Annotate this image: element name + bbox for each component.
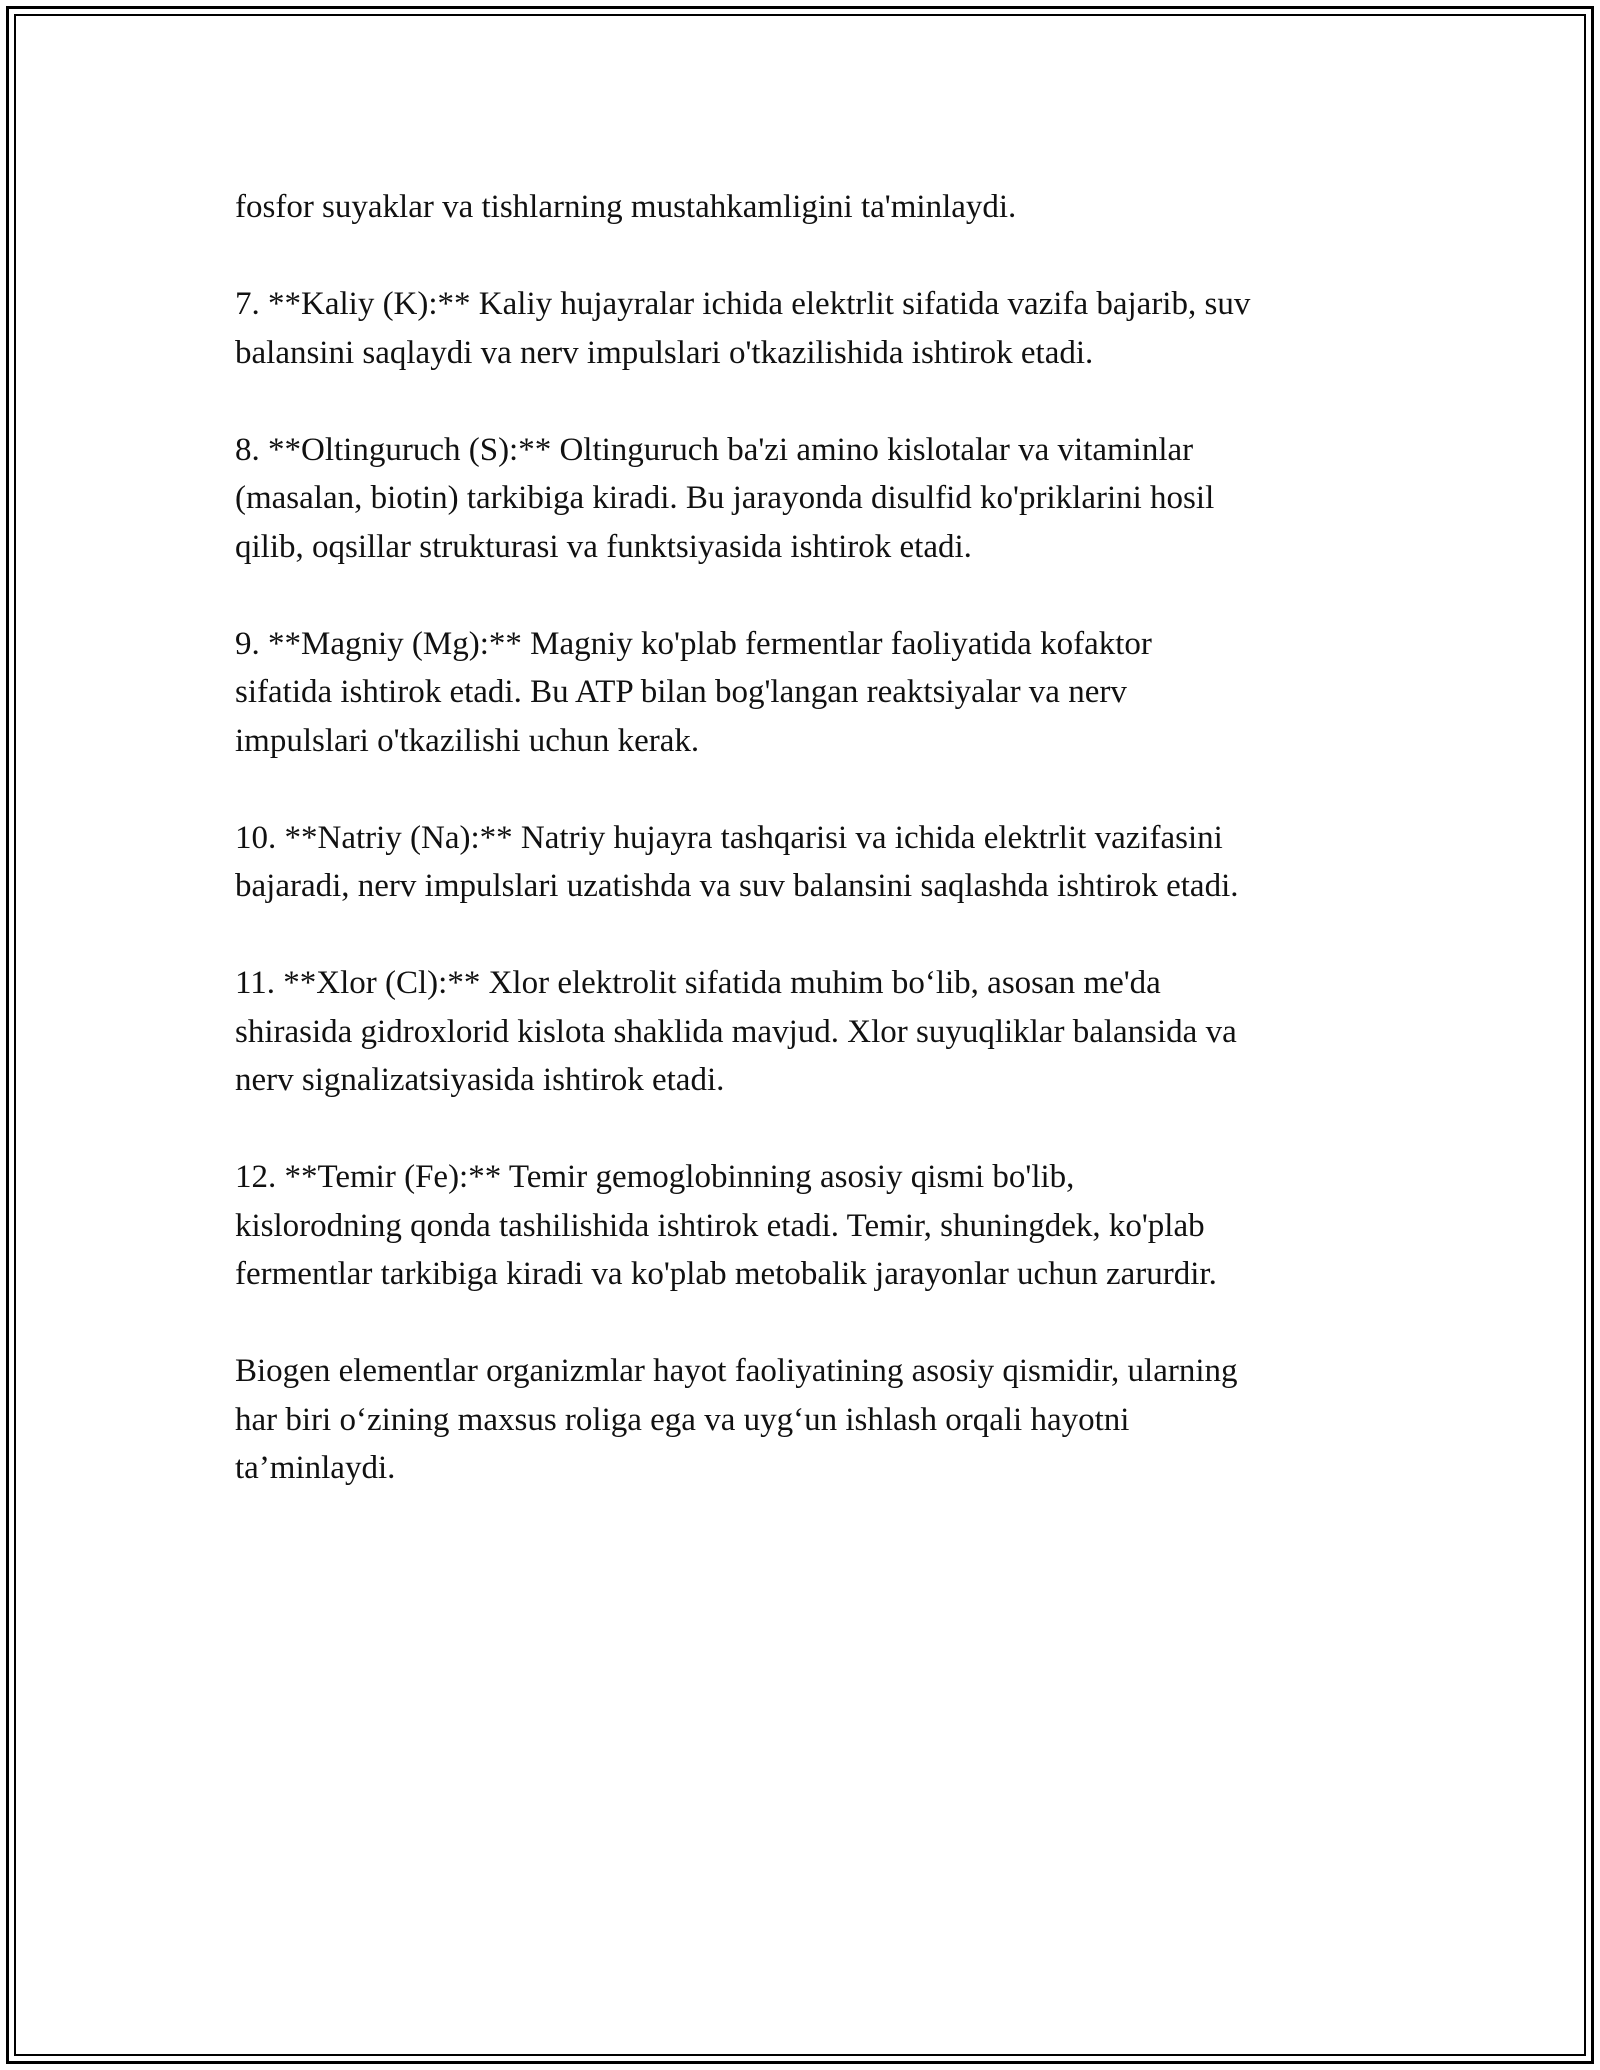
text-line: 10. **Natriy (Na):** Natriy hujayra tashqarisi va ichida elektrlit vazifasini [235, 819, 1223, 856]
text-line: shirasida gidroxlorid kislota shaklida mavjud. Xlor suyuqliklar balansida va [235, 1013, 1237, 1050]
text-line: bajaradi, nerv impulslari uzatishda va suv balansini saqlashda ishtirok etadi. [235, 868, 1239, 904]
paragraph-magnesium [235, 620, 1375, 766]
text-line: ta’minlaydi. [235, 1450, 396, 1486]
text-line: har biri o‘zining maxsus roliga ega va uyg‘un ishlash orqali hayotni [235, 1401, 1130, 1438]
text-line: impulslari o'tkazilishi uchun kerak. [235, 722, 700, 759]
paragraph-conclusion [235, 1347, 1375, 1493]
text-line: balansini saqlaydi va nerv impulslari o'tkazilishida ishtirok etadi. [235, 334, 1094, 371]
text-line: Biogen elementlar organizmlar hayot faoliyatining asosiy qismidir, ularning [235, 1353, 1238, 1389]
text-line: sifatida ishtirok etadi. Bu ATP bilan bog'langan reaktsiyalar va nerv [235, 674, 1127, 710]
text-line: qilib, oqsillar strukturasi va funktsiyasida ishtirok etadi. [235, 528, 972, 565]
text-line: 7. **Kaliy (K):** Kaliy hujayralar ichida elektrlit sifatida vazifa bajarib, suv [235, 286, 1251, 322]
document-body [235, 183, 1375, 1493]
paragraph-iron [235, 1153, 1375, 1299]
text-line: 8. **Oltinguruch (S):** Oltinguruch ba'zi amino kislotalar va vitaminlar [235, 431, 1194, 468]
text-line: 11. **Xlor (Cl):** Xlor elektrolit sifatida muhim bo‘lib, asosan me'da [235, 965, 1161, 1001]
text-line: 12. **Temir (Fe):** Temir gemoglobinning asosiy qismi bo'lib, [235, 1159, 1075, 1195]
paragraph-chlorine [235, 959, 1375, 1105]
text-line: fermentlar tarkibiga kiradi va ko'plab metobalik jarayonlar uchun zarurdir. [235, 1256, 1217, 1292]
text-line: (masalan, biotin) tarkibiga kiradi. Bu jarayonda disulfid ko'priklarini hosil [235, 480, 1215, 516]
paragraph-potassium [235, 280, 1375, 377]
paragraph-sulfur [235, 426, 1375, 572]
text-line: fosfor suyaklar va tishlarning mustahkamligini ta'minlaydi. [235, 189, 1017, 225]
paragraph-phosphorus-continued [235, 183, 1375, 232]
text-line: nerv signalizatsiyasida ishtirok etadi. [235, 1062, 725, 1098]
text-line: kislorodning qonda tashilishida ishtirok etadi. Temir, shuningdek, ko'plab [235, 1207, 1205, 1244]
text-line: 9. **Magniy (Mg):** Magniy ko'plab fermentlar faoliyatida kofaktor [235, 625, 1152, 662]
paragraph-sodium [235, 814, 1375, 911]
